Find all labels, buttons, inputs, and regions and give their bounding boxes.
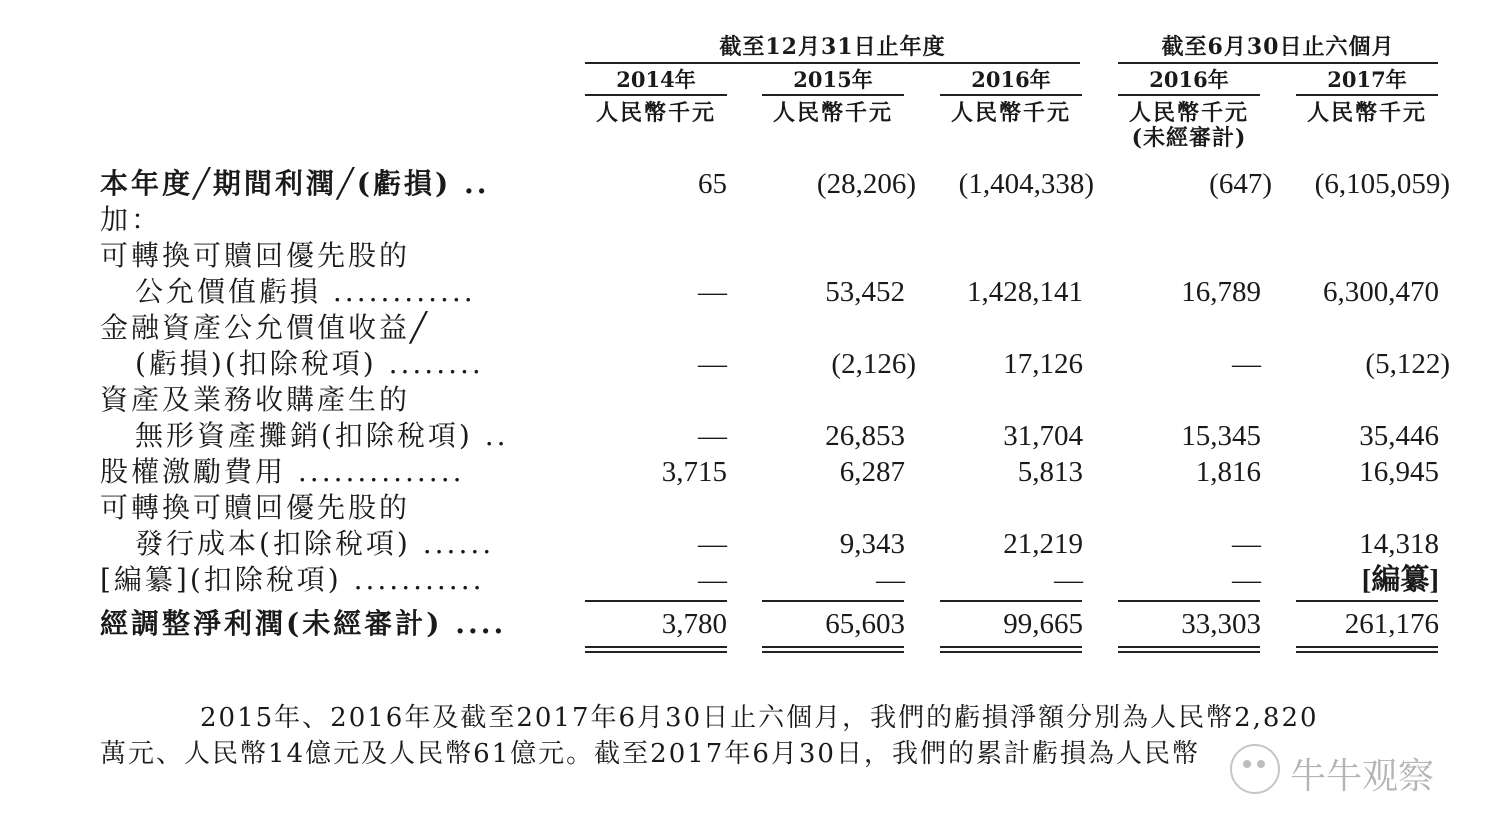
cell-2017-h1: 6,300,470 xyxy=(1323,276,1439,308)
cell-2016-h1: — xyxy=(1232,564,1261,596)
row-label-adjusted-net-profit: 經調整淨利潤(未經審計) .... xyxy=(100,607,507,640)
column-header-2016-interim xyxy=(1118,66,1260,150)
table-row xyxy=(0,454,1492,490)
column-header-2014 xyxy=(585,66,727,126)
cell-2016: — xyxy=(1054,564,1083,596)
table-row xyxy=(0,382,1492,418)
row-label-redacted: [編纂](扣除稅項) ........... xyxy=(100,563,485,596)
cell-2014: — xyxy=(698,276,727,308)
subtotal-rule xyxy=(1296,600,1438,602)
cell-2016-h1: 33,303 xyxy=(1181,608,1261,640)
table-row xyxy=(0,490,1492,526)
cell-2017-h1: 14,318 xyxy=(1359,528,1439,560)
cell-2014: — xyxy=(698,528,727,560)
column-year: 2015年 xyxy=(762,66,904,96)
cell-2016-h1: — xyxy=(1232,528,1261,560)
paragraph-line: 萬元、人民幣14億元及人民幣61億元。截至2017年6月30日，我們的累計虧損為人民幣 xyxy=(100,739,1200,769)
table-row xyxy=(0,238,1492,274)
cell-2017-h1: 35,446 xyxy=(1359,420,1439,452)
table-row xyxy=(0,346,1492,382)
column-unit: 人民幣千元 xyxy=(595,100,716,126)
table-row xyxy=(0,310,1492,346)
table-row xyxy=(0,274,1492,310)
column-year: 2016年 xyxy=(1118,66,1260,96)
row-label-preferred-shares: 可轉換可贖回優先股的 xyxy=(100,239,411,272)
table-row-total xyxy=(0,606,1492,642)
total-double-rule xyxy=(1296,646,1438,653)
cell-2016: (1,404,338) xyxy=(958,168,1094,200)
cell-2016-h1: — xyxy=(1232,348,1261,380)
cell-2016-h1: 1,816 xyxy=(1195,456,1261,488)
row-label-gain-loss-net-tax: (虧損)(扣除稅項) ........ xyxy=(135,347,484,380)
column-year: 2016年 xyxy=(940,66,1082,96)
paragraph-line: 2015年、2016年及截至2017年6月30日止六個月，我們的虧損淨額分別為人民幣2,820 xyxy=(200,703,1319,733)
cell-2014: 3,715 xyxy=(661,456,727,488)
row-label-add: 加： xyxy=(100,203,163,236)
group-rule-annual xyxy=(585,62,1080,64)
column-unit: 人民幣千元 xyxy=(1128,100,1249,126)
column-unaudited-note: (未經審計) xyxy=(1131,125,1247,151)
table-row xyxy=(0,562,1492,598)
cell-2014: — xyxy=(698,420,727,452)
cell-2015: (28,206) xyxy=(816,168,916,200)
column-unit: 人民幣千元 xyxy=(950,100,1071,126)
cell-2017-h1: (6,105,059) xyxy=(1314,168,1450,200)
cell-2016-h1: 15,345 xyxy=(1181,420,1261,452)
cell-2017-h1: 261,176 xyxy=(1344,608,1439,640)
cell-2017-h1: (5,122) xyxy=(1365,348,1450,380)
cell-2016-h1: 16,789 xyxy=(1181,276,1261,308)
cell-2015: 65,603 xyxy=(825,608,905,640)
column-unit: 人民幣千元 xyxy=(772,100,893,126)
column-unit: 人民幣千元 xyxy=(1306,100,1427,126)
cell-2016: 5,813 xyxy=(1017,456,1083,488)
row-label-amortization: 無形資產攤銷(扣除稅項) .. xyxy=(135,419,509,452)
group-rule-interim xyxy=(1118,62,1438,64)
subtotal-rule xyxy=(585,600,727,602)
subtotal-rule xyxy=(762,600,904,602)
cell-2015: 9,343 xyxy=(839,528,905,560)
wechat-icon xyxy=(1230,744,1280,794)
cell-2015: 26,853 xyxy=(825,420,905,452)
cell-2016: 17,126 xyxy=(1003,348,1083,380)
watermark-text: 牛牛观察 xyxy=(1290,756,1435,797)
total-double-rule xyxy=(762,646,904,653)
group-header-interim: 截至6月30日止六個月 xyxy=(1161,34,1395,60)
cell-2014: 65 xyxy=(698,168,727,200)
cell-2016-h1: (647) xyxy=(1209,168,1272,200)
cell-2015: (2,126) xyxy=(831,348,916,380)
subtotal-rule xyxy=(940,600,1082,602)
column-year: 2017年 xyxy=(1296,66,1438,96)
table-row xyxy=(0,418,1492,454)
group-header-annual: 截至12月31日止年度 xyxy=(719,34,946,60)
cell-2014: — xyxy=(698,348,727,380)
cell-2016: 31,704 xyxy=(1003,420,1083,452)
cell-2015: — xyxy=(876,564,905,596)
row-label-profit-loss: 本年度╱期間利潤╱(虧損) .. xyxy=(100,167,490,200)
total-double-rule xyxy=(940,646,1082,653)
cell-2015: 6,287 xyxy=(839,456,905,488)
cell-2016: 21,219 xyxy=(1003,528,1083,560)
cell-2017-h1: 16,945 xyxy=(1359,456,1439,488)
total-double-rule xyxy=(1118,646,1260,653)
cell-2017-h1: [編纂] xyxy=(1361,564,1439,596)
row-label-share-incentive: 股權激勵費用 .............. xyxy=(100,455,465,488)
watermark xyxy=(1230,738,1460,798)
table-row xyxy=(0,526,1492,562)
column-header-2017-interim xyxy=(1296,66,1438,126)
cell-2016: 1,428,141 xyxy=(967,276,1083,308)
cell-2014: 3,780 xyxy=(661,608,727,640)
cell-2015: 53,452 xyxy=(825,276,905,308)
column-header-2016-annual xyxy=(940,66,1082,126)
cell-2014: — xyxy=(698,564,727,596)
row-label-fair-value-loss: 公允價值虧損 ............ xyxy=(135,275,476,308)
cell-2016: 99,665 xyxy=(1003,608,1083,640)
total-double-rule xyxy=(585,646,727,653)
row-label-financial-assets: 金融資產公允價值收益╱ xyxy=(100,311,430,344)
row-label-issuance-costs: 發行成本(扣除稅項) ...... xyxy=(135,527,495,560)
table-row xyxy=(0,202,1492,238)
table-row xyxy=(0,166,1492,202)
subtotal-rule xyxy=(1118,600,1260,602)
column-header-2015 xyxy=(762,66,904,126)
row-label-acquisitions: 資產及業務收購產生的 xyxy=(100,383,411,416)
row-label-preferred-shares-2: 可轉換可贖回優先股的 xyxy=(100,491,411,524)
column-year: 2014年 xyxy=(585,66,727,96)
